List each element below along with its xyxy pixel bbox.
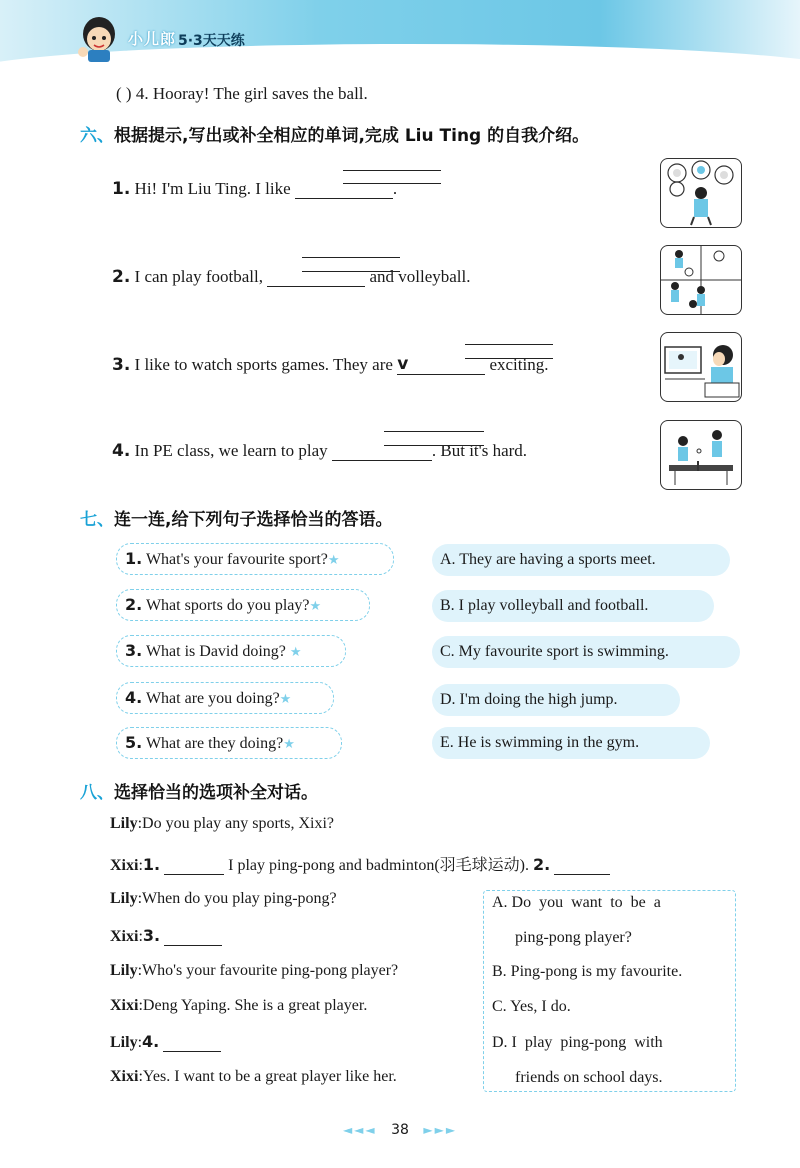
speaker-xixi: Xixi bbox=[110, 928, 139, 945]
speaker-xixi: Xixi bbox=[110, 1068, 139, 1085]
s6-item-2-after: and volleyball. bbox=[369, 267, 471, 286]
s6-item-2-guide-top bbox=[302, 257, 400, 258]
dialogue-line-2 bbox=[110, 852, 610, 875]
dialogue-blank-4[interactable] bbox=[163, 1051, 221, 1052]
s7-q5-text: What are they doing? bbox=[145, 735, 284, 752]
colon: : bbox=[137, 815, 143, 832]
section8-number: 八、 bbox=[80, 783, 114, 803]
speaker-lily: Lily bbox=[110, 1034, 138, 1051]
prev-question bbox=[116, 84, 368, 104]
prev-question-text: 4. Hooray! The girl saves the ball. bbox=[135, 84, 368, 103]
dialogue-line-4 bbox=[110, 926, 222, 946]
options-box bbox=[483, 890, 736, 1092]
s6-item-3-guide-top bbox=[465, 344, 553, 345]
dialogue-text: Deng Yaping. She is a great player. bbox=[142, 997, 368, 1014]
s6-item-4-guide-mid bbox=[384, 445, 484, 446]
s6-item-2-guide-mid bbox=[302, 271, 400, 272]
star-icon: ★ bbox=[283, 736, 295, 751]
blank-number: 4. bbox=[142, 1032, 160, 1051]
colon: : bbox=[138, 997, 143, 1014]
s7-answer-a[interactable]: A. They are having a sports meet. bbox=[432, 544, 730, 576]
s6-item-1-text: Hi! I'm Liu Ting. I like bbox=[134, 179, 291, 198]
s7-q2-text: What sports do you play? bbox=[145, 597, 310, 614]
picture-football-volleyball bbox=[660, 245, 742, 315]
dialogue-line-5 bbox=[110, 962, 398, 980]
s7-question-3[interactable] bbox=[116, 635, 346, 667]
option-d-line2[interactable]: friends on school days. bbox=[515, 1069, 663, 1086]
colon: : bbox=[138, 928, 143, 945]
speaker-lily: Lily bbox=[110, 962, 138, 979]
star-icon: ★ bbox=[327, 552, 340, 567]
dialogue-line-7 bbox=[110, 1032, 221, 1052]
s6-item-3-after: exciting. bbox=[489, 355, 549, 374]
s6-item-1-blank[interactable] bbox=[295, 198, 393, 199]
speaker-lily: Lily bbox=[110, 815, 138, 832]
section6-heading bbox=[80, 121, 589, 146]
section7-title: 连一连,给下列句子选择恰当的答语。 bbox=[114, 510, 393, 530]
section8-heading bbox=[80, 778, 318, 803]
s7-question-1[interactable] bbox=[116, 543, 394, 575]
dialogue-blank-1[interactable] bbox=[164, 874, 224, 875]
speaker-xixi: Xixi bbox=[110, 997, 139, 1014]
s7-q1-text: What's your favourite sport? bbox=[145, 551, 328, 568]
s7-question-5[interactable] bbox=[116, 727, 342, 759]
s6-item-1-after: . bbox=[392, 179, 398, 198]
dialogue-line-1 bbox=[110, 815, 334, 833]
picture-watching-tv bbox=[660, 332, 742, 402]
s6-item-1-number: 1. bbox=[112, 179, 131, 199]
option-b[interactable]: B. Ping-pong is my favourite. bbox=[492, 963, 683, 980]
s7-question-2[interactable] bbox=[116, 589, 370, 621]
blank-number: 2. bbox=[532, 855, 551, 874]
dialogue-line-3 bbox=[110, 890, 337, 908]
s6-item-4 bbox=[112, 441, 527, 461]
option-a-line2[interactable]: ping-pong player? bbox=[515, 929, 632, 946]
blank-number: 1. bbox=[142, 855, 161, 874]
speaker-lily: Lily bbox=[110, 890, 138, 907]
s7-answer-e[interactable]: E. He is swimming in the gym. bbox=[432, 727, 710, 759]
s7-q4-number: 4. bbox=[125, 688, 143, 707]
blank-number: 3. bbox=[142, 926, 161, 945]
dialogue-blank-3[interactable] bbox=[164, 945, 222, 946]
s6-item-4-text: In PE class, we learn to play bbox=[134, 441, 328, 460]
right-arrows-icon: ►►► bbox=[423, 1123, 458, 1137]
left-arrows-icon: ◄◄◄ bbox=[342, 1123, 377, 1137]
option-d-line1[interactable]: D. I play ping-pong with bbox=[492, 1034, 663, 1051]
picture-sports-hobbies bbox=[660, 158, 742, 228]
brand-name: 小儿郎 bbox=[128, 30, 177, 48]
s6-item-4-blank[interactable] bbox=[332, 460, 432, 461]
dialogue-line-6 bbox=[110, 997, 367, 1015]
section7-number: 七、 bbox=[80, 510, 114, 530]
s7-answer-d[interactable]: D. I'm doing the high jump. bbox=[432, 684, 680, 716]
section6-title: 根据提示,写出或补全相应的单词,完成 Liu Ting 的自我介绍。 bbox=[114, 126, 590, 146]
s6-item-3-guide-mid bbox=[465, 358, 553, 359]
s7-q2-number: 2. bbox=[125, 595, 143, 614]
s7-q3-number: 3. bbox=[125, 641, 143, 660]
series-name: 5·3天天练 bbox=[178, 33, 245, 49]
s6-item-3-hint: v bbox=[397, 354, 409, 374]
option-c[interactable]: C. Yes, I do. bbox=[492, 998, 571, 1015]
star-icon: ★ bbox=[289, 644, 302, 659]
s7-answer-c[interactable]: C. My favourite sport is swimming. bbox=[432, 636, 740, 668]
colon: : bbox=[137, 962, 143, 979]
s6-item-1-guide-mid bbox=[343, 183, 441, 184]
dialogue-blank-2[interactable] bbox=[554, 874, 610, 875]
dialogue-text: Who's your favourite ping-pong player? bbox=[142, 962, 399, 979]
colon: : bbox=[137, 1034, 143, 1051]
mascot-icon bbox=[74, 12, 124, 62]
s7-q4-text: What are you doing? bbox=[145, 690, 280, 707]
s7-q1-number: 1. bbox=[125, 549, 143, 568]
dialogue-text: Do you play any sports, Xixi? bbox=[142, 815, 334, 832]
dialogue-text: Yes. I want to be a great player like her. bbox=[142, 1068, 397, 1085]
section8-title: 选择恰当的选项补全对话。 bbox=[114, 783, 318, 803]
s7-q5-number: 5. bbox=[125, 733, 143, 752]
speaker-xixi: Xixi bbox=[110, 857, 139, 874]
picture-ping-pong bbox=[660, 420, 742, 490]
s6-item-2-number: 2. bbox=[112, 267, 131, 287]
s7-answer-b[interactable]: B. I play volleyball and football. bbox=[432, 590, 714, 622]
star-icon: ★ bbox=[309, 598, 322, 613]
s6-item-1-guide-top bbox=[343, 170, 441, 171]
s6-item-3-text: I like to watch sports games. They are bbox=[134, 355, 393, 374]
page-number: 38 bbox=[391, 1122, 409, 1138]
s6-item-4-number: 4. bbox=[112, 441, 131, 461]
s6-item-2-text: I can play football, bbox=[134, 267, 263, 286]
s6-item-3-number: 3. bbox=[112, 355, 131, 375]
star-icon: ★ bbox=[279, 691, 292, 706]
dialogue-text: I play ping-pong and badminton(羽毛球运动). bbox=[228, 857, 529, 874]
section7-heading bbox=[80, 505, 392, 530]
s6-item-2 bbox=[112, 267, 470, 287]
option-a-line1[interactable]: A. Do you want to be a bbox=[492, 894, 661, 911]
colon: : bbox=[138, 1068, 143, 1085]
section6-number: 六、 bbox=[80, 126, 114, 146]
colon: : bbox=[138, 857, 143, 874]
colon: : bbox=[137, 890, 143, 907]
s6-item-2-blank[interactable] bbox=[267, 286, 365, 287]
s6-item-4-guide-top bbox=[384, 431, 484, 432]
s6-item-4-after: . But it's hard. bbox=[431, 441, 528, 460]
dialogue-text: When do you play ping-pong? bbox=[142, 890, 337, 907]
page-footer bbox=[0, 1122, 800, 1138]
answer-paren[interactable]: ( ) bbox=[116, 84, 132, 103]
dialogue-line-8 bbox=[110, 1068, 397, 1086]
s7-question-4[interactable] bbox=[116, 682, 334, 714]
s6-item-1 bbox=[112, 179, 397, 199]
s7-q3-text: What is David doing? bbox=[145, 643, 286, 660]
